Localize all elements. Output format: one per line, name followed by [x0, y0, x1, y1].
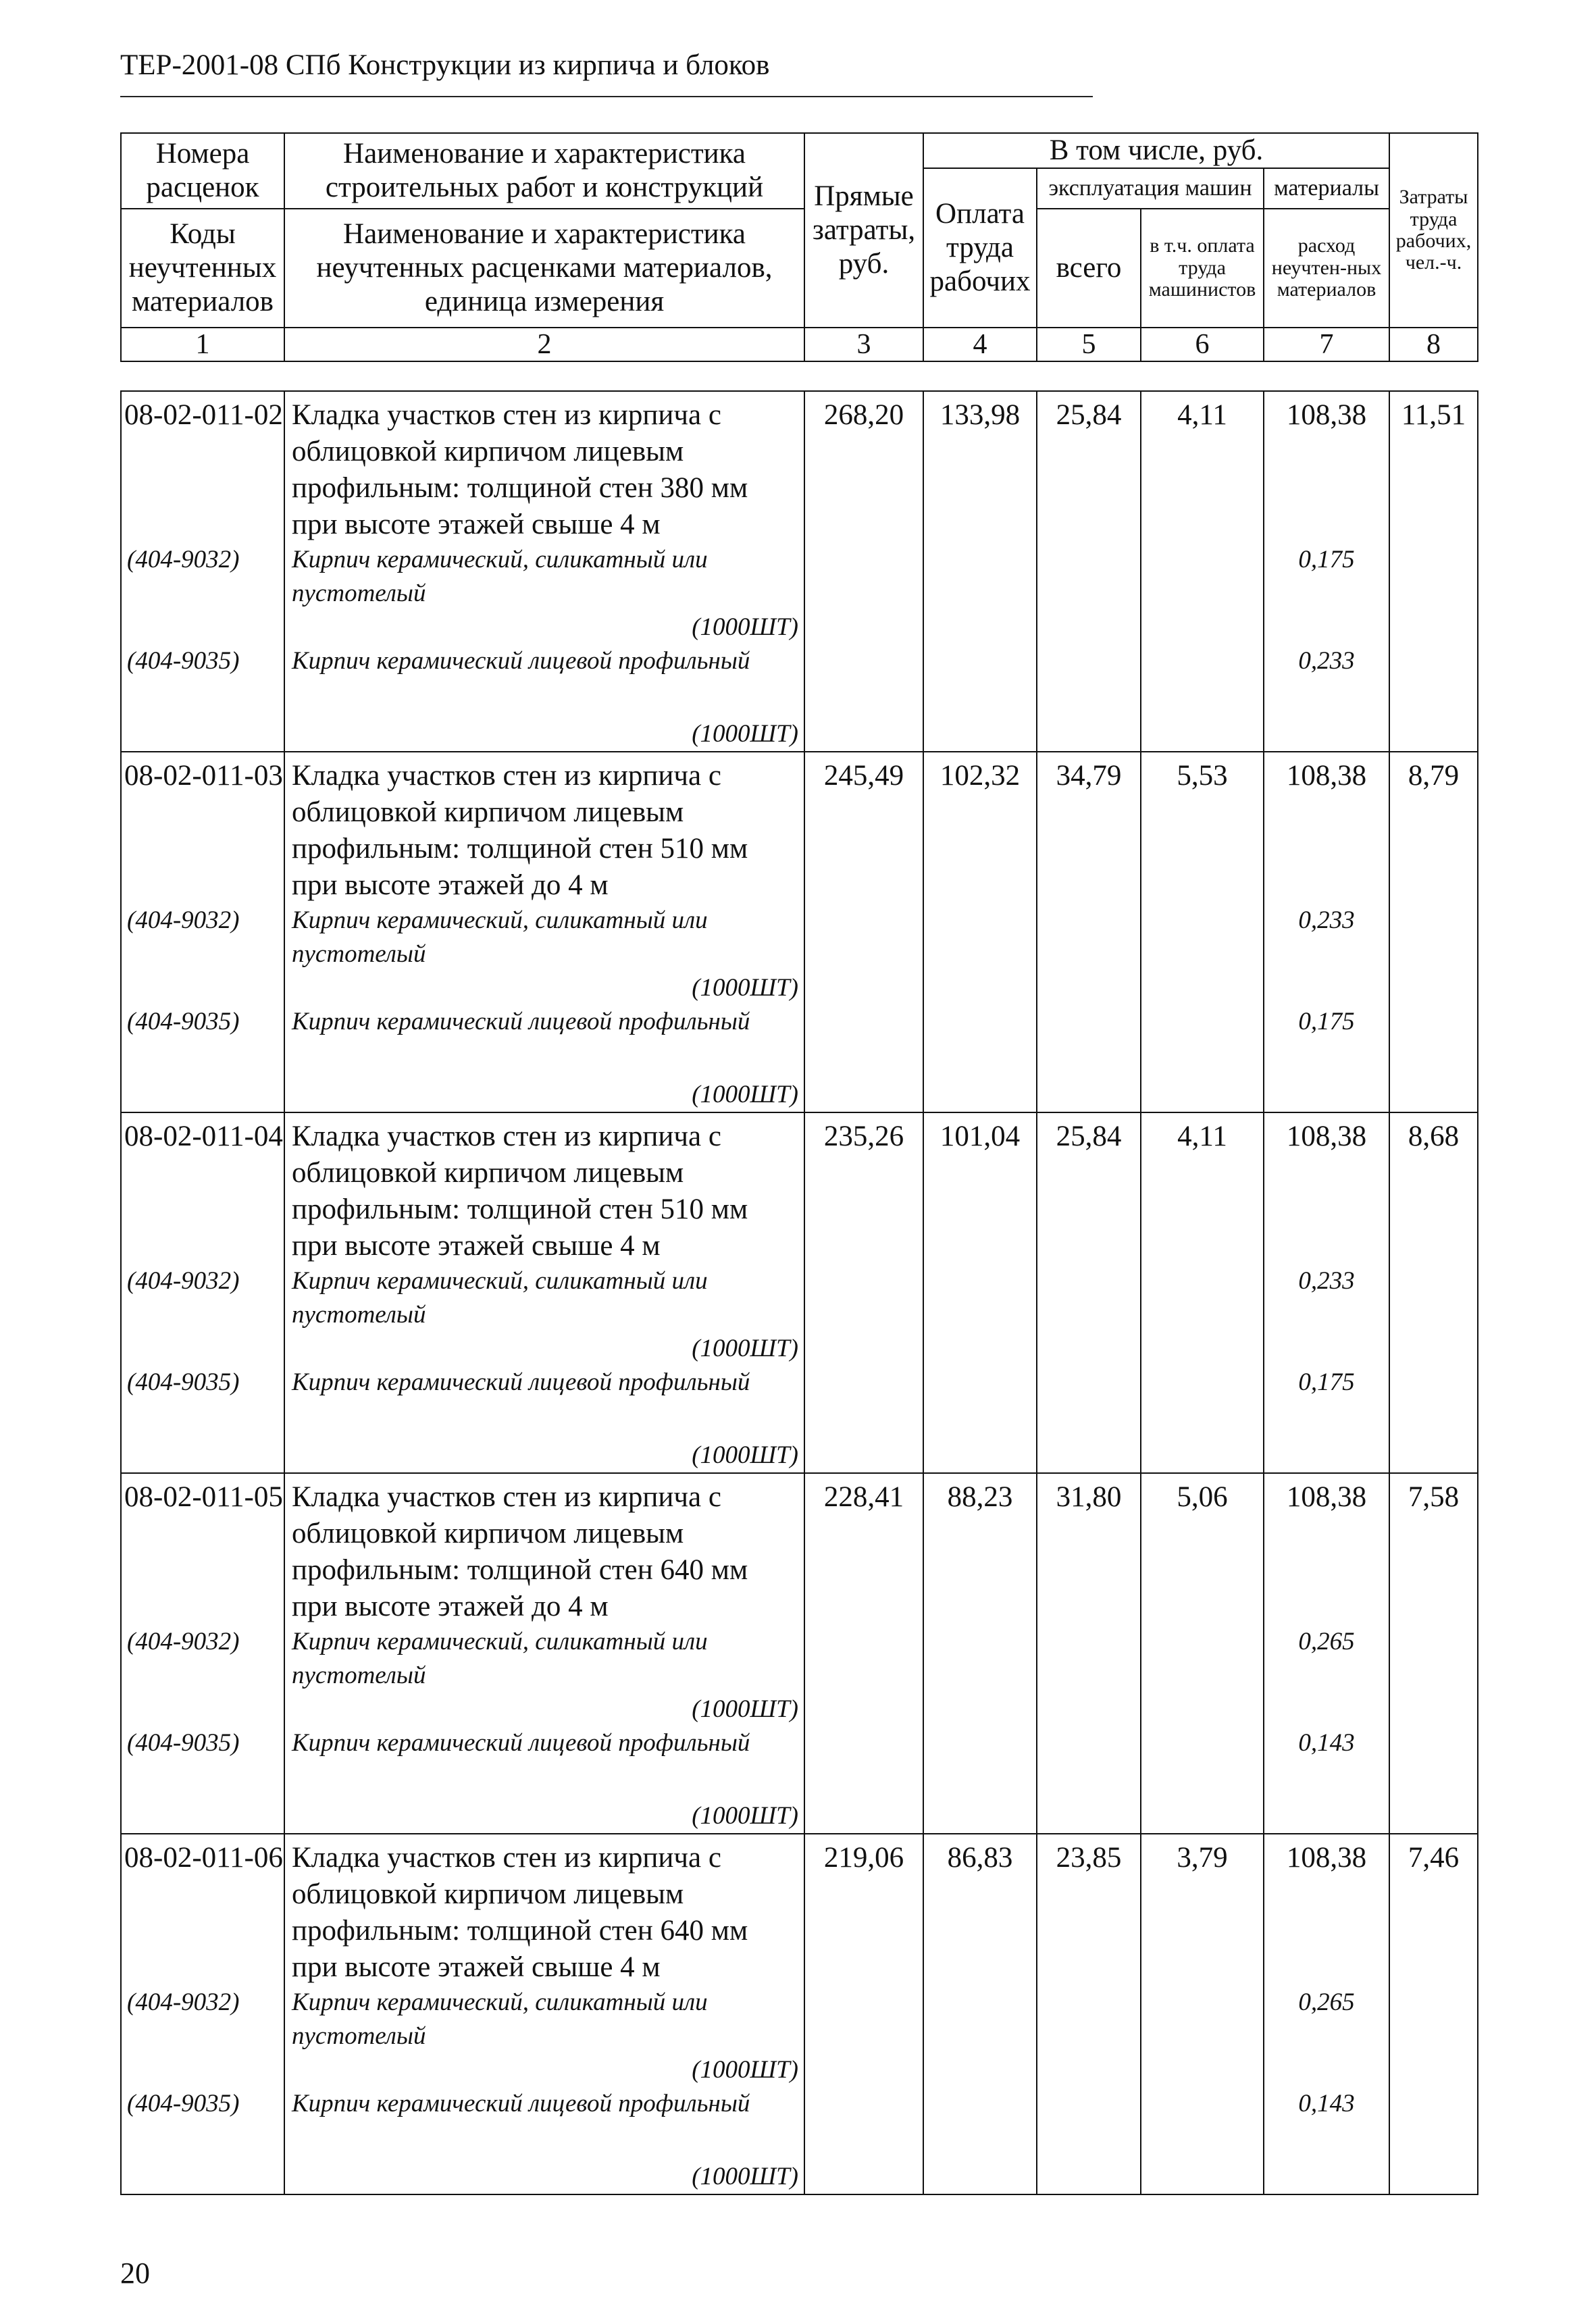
material-name: Кирпич керамический, силикатный или пустотелый [284, 1986, 804, 2053]
empty-cell [1037, 543, 1141, 611]
material-row [121, 904, 1478, 971]
material-row [121, 2087, 1478, 2121]
empty-cell [923, 1332, 1037, 1366]
unit-row [121, 971, 1478, 1005]
material-row [121, 1726, 1478, 1760]
material-quantity: 0,233 [1264, 1264, 1389, 1332]
material-code: (404-9035) [121, 1366, 284, 1399]
empty-cell [804, 1005, 923, 1039]
material-code: (404-9032) [121, 1986, 284, 2053]
empty-cell [1037, 678, 1141, 752]
direct-costs-value: 228,41 [804, 1473, 923, 1625]
empty-cell [1389, 1693, 1478, 1726]
header-direct-costs: Прямые затраты, руб. [804, 133, 923, 328]
empty-cell [1141, 1986, 1264, 2053]
material-code: (404-9032) [121, 543, 284, 611]
unit-row [121, 1399, 1478, 1473]
material-row [121, 1625, 1478, 1693]
material-name: Кирпич керамический, силикатный или пустотелый [284, 904, 804, 971]
material-code: (404-9035) [121, 2087, 284, 2121]
empty-cell [1389, 543, 1478, 611]
header-materials: материалы [1264, 168, 1389, 209]
header-labor-hours: Затраты труда рабочих, чел.-ч. [1389, 133, 1478, 328]
empty-cell [1141, 2053, 1264, 2087]
empty-cell [1141, 2087, 1264, 2121]
unit-row [121, 1760, 1478, 1834]
empty-cell [923, 1039, 1037, 1112]
empty-cell [1389, 1726, 1478, 1760]
page-number: 20 [120, 2257, 150, 2290]
header-unaccounted-codes: Коды неучтенных материалов [121, 209, 284, 328]
unit-row [121, 2121, 1478, 2194]
rate-row [121, 752, 1478, 904]
empty-cell [1389, 904, 1478, 971]
empty-cell [1389, 1005, 1478, 1039]
empty-cell [804, 904, 923, 971]
empty-cell [1037, 2087, 1141, 2121]
empty-cell [804, 543, 923, 611]
column-number: 4 [923, 328, 1037, 361]
unit-row [121, 611, 1478, 644]
unit-row [121, 1332, 1478, 1366]
worker-pay-value: 88,23 [923, 1473, 1037, 1625]
material-quantity: 0,265 [1264, 1986, 1389, 2053]
material-row [121, 1366, 1478, 1399]
empty-cell [121, 971, 284, 1005]
material-unit: (1000ШТ) [284, 1332, 804, 1366]
material-code: (404-9032) [121, 1264, 284, 1332]
rate-code: 08-02-011-03 [121, 752, 284, 904]
unit-row [121, 678, 1478, 752]
material-quantity: 0,175 [1264, 1366, 1389, 1399]
empty-cell [1389, 678, 1478, 752]
empty-cell [1389, 1039, 1478, 1112]
empty-cell [1037, 1366, 1141, 1399]
empty-cell [1389, 1625, 1478, 1693]
title-divider [120, 96, 1093, 97]
materials-value: 108,38 [1264, 1112, 1389, 1264]
empty-cell [1037, 1986, 1141, 2053]
column-number: 1 [121, 328, 284, 361]
empty-cell [1141, 1005, 1264, 1039]
unit-row [121, 1693, 1478, 1726]
empty-cell [1037, 904, 1141, 971]
machines-total-value: 34,79 [1037, 752, 1141, 904]
material-quantity: 0,143 [1264, 1726, 1389, 1760]
empty-cell [1264, 1399, 1389, 1473]
material-name: Кирпич керамический лицевой профильный [284, 644, 804, 678]
empty-cell [1037, 2053, 1141, 2087]
column-number: 3 [804, 328, 923, 361]
empty-cell [1141, 1625, 1264, 1693]
material-code: (404-9032) [121, 904, 284, 971]
empty-cell [1389, 644, 1478, 678]
empty-cell [1037, 1039, 1141, 1112]
empty-cell [1389, 1332, 1478, 1366]
material-unit: (1000ШТ) [284, 1693, 804, 1726]
machinists-pay-value: 5,53 [1141, 752, 1264, 904]
empty-cell [1264, 2053, 1389, 2087]
document-title: ТЕР-2001-08 СПб Конструкции из кирпича и блоков [120, 49, 770, 81]
rates-body [121, 391, 1478, 2194]
empty-cell [804, 1039, 923, 1112]
material-name: Кирпич керамический лицевой профильный [284, 2087, 804, 2121]
rate-code: 08-02-011-04 [121, 1112, 284, 1264]
direct-costs-value: 219,06 [804, 1834, 923, 1986]
empty-cell [121, 1039, 284, 1112]
empty-cell [1141, 1693, 1264, 1726]
empty-cell [121, 1399, 284, 1473]
header-rate-numbers: Номера расценок [121, 133, 284, 209]
materials-value: 108,38 [1264, 1834, 1389, 1986]
material-row [121, 1264, 1478, 1332]
materials-value: 108,38 [1264, 752, 1389, 904]
empty-cell [1264, 1039, 1389, 1112]
empty-cell [804, 2053, 923, 2087]
empty-cell [923, 1399, 1037, 1473]
empty-cell [804, 1332, 923, 1366]
empty-cell [804, 1625, 923, 1693]
column-number: 8 [1389, 328, 1478, 361]
empty-cell [1037, 1726, 1141, 1760]
empty-cell [1264, 1693, 1389, 1726]
empty-cell [121, 2121, 284, 2194]
empty-cell [923, 1986, 1037, 2053]
rate-code: 08-02-011-02 [121, 391, 284, 543]
header-machine-operation: эксплуатация машин [1037, 168, 1264, 209]
empty-cell [923, 644, 1037, 678]
empty-cell [1389, 611, 1478, 644]
empty-cell [121, 678, 284, 752]
empty-cell [1264, 1760, 1389, 1834]
worker-pay-value: 133,98 [923, 391, 1037, 543]
empty-cell [1037, 611, 1141, 644]
material-quantity: 0,143 [1264, 2087, 1389, 2121]
rate-row [121, 1834, 1478, 1986]
materials-value: 108,38 [1264, 1473, 1389, 1625]
empty-cell [1141, 1039, 1264, 1112]
material-row [121, 644, 1478, 678]
empty-cell [1141, 904, 1264, 971]
material-unit: (1000ШТ) [284, 1399, 804, 1473]
empty-cell [121, 1332, 284, 1366]
machinists-pay-value: 4,11 [1141, 1112, 1264, 1264]
empty-cell [1037, 1264, 1141, 1332]
empty-cell [804, 611, 923, 644]
empty-cell [1389, 2087, 1478, 2121]
material-quantity: 0,175 [1264, 543, 1389, 611]
empty-cell [1141, 1366, 1264, 1399]
empty-cell [923, 1366, 1037, 1399]
unit-row [121, 2053, 1478, 2087]
empty-cell [923, 1005, 1037, 1039]
material-name: Кирпич керамический, силикатный или пустотелый [284, 1625, 804, 1693]
labor-hours-value: 11,51 [1389, 391, 1478, 543]
rate-description: Кладка участков стен из кирпича с облицовкой кирпичом лицевым профильным: толщиной стен 510 мм при высоте этажей свыше 4 м [284, 1112, 804, 1264]
empty-cell [804, 678, 923, 752]
rates-table [120, 390, 1478, 2195]
machines-total-value: 31,80 [1037, 1473, 1141, 1625]
empty-cell [1264, 971, 1389, 1005]
empty-cell [923, 1760, 1037, 1834]
material-unit: (1000ШТ) [284, 1760, 804, 1834]
material-code: (404-9035) [121, 1726, 284, 1760]
material-code: (404-9035) [121, 644, 284, 678]
header-machinists-pay: в т.ч. оплата труда машинистов [1141, 209, 1264, 328]
empty-cell [1037, 1625, 1141, 1693]
empty-cell [1389, 1986, 1478, 2053]
empty-cell [923, 611, 1037, 644]
header-including: В том числе, руб. [923, 133, 1389, 168]
material-name: Кирпич керамический лицевой профильный [284, 1366, 804, 1399]
empty-cell [1264, 678, 1389, 752]
material-quantity: 0,265 [1264, 1625, 1389, 1693]
empty-cell [804, 644, 923, 678]
labor-hours-value: 7,46 [1389, 1834, 1478, 1986]
empty-cell [923, 678, 1037, 752]
empty-cell [1037, 1332, 1141, 1366]
empty-cell [1141, 611, 1264, 644]
unit-row [121, 1039, 1478, 1112]
empty-cell [923, 1726, 1037, 1760]
empty-cell [804, 1399, 923, 1473]
empty-cell [804, 1760, 923, 1834]
empty-cell [804, 2087, 923, 2121]
empty-cell [923, 1625, 1037, 1693]
empty-cell [1389, 1399, 1478, 1473]
header-worker-pay: Оплата труда рабочих [923, 168, 1037, 328]
column-number: 2 [284, 328, 804, 361]
empty-cell [1037, 1693, 1141, 1726]
worker-pay-value: 86,83 [923, 1834, 1037, 1986]
empty-cell [1141, 1760, 1264, 1834]
empty-cell [804, 1264, 923, 1332]
empty-cell [1389, 971, 1478, 1005]
empty-cell [1037, 1005, 1141, 1039]
empty-cell [121, 611, 284, 644]
material-unit: (1000ШТ) [284, 2121, 804, 2194]
material-name: Кирпич керамический, силикатный или пустотелый [284, 543, 804, 611]
empty-cell [1389, 1366, 1478, 1399]
empty-cell [1037, 971, 1141, 1005]
empty-cell [1264, 1332, 1389, 1366]
material-unit: (1000ШТ) [284, 2053, 804, 2087]
machines-total-value: 23,85 [1037, 1834, 1141, 1986]
rate-code: 08-02-011-05 [121, 1473, 284, 1625]
column-number: 7 [1264, 328, 1389, 361]
rate-row [121, 1112, 1478, 1264]
header-machines-total: всего [1037, 209, 1141, 328]
empty-cell [1037, 1399, 1141, 1473]
material-unit: (1000ШТ) [284, 1039, 804, 1112]
material-name: Кирпич керамический, силикатный или пустотелый [284, 1264, 804, 1332]
empty-cell [1389, 1264, 1478, 1332]
labor-hours-value: 8,79 [1389, 752, 1478, 904]
material-quantity: 0,175 [1264, 1005, 1389, 1039]
empty-cell [121, 1760, 284, 1834]
material-quantity: 0,233 [1264, 904, 1389, 971]
empty-cell [923, 904, 1037, 971]
empty-cell [1037, 2121, 1141, 2194]
header-table [120, 132, 1478, 362]
material-quantity: 0,233 [1264, 644, 1389, 678]
empty-cell [923, 971, 1037, 1005]
material-name: Кирпич керамический лицевой профильный [284, 1005, 804, 1039]
worker-pay-value: 102,32 [923, 752, 1037, 904]
empty-cell [121, 1693, 284, 1726]
empty-cell [1141, 1399, 1264, 1473]
empty-cell [1141, 678, 1264, 752]
empty-cell [923, 1693, 1037, 1726]
column-number: 5 [1037, 328, 1141, 361]
empty-cell [804, 1693, 923, 1726]
rate-row [121, 1473, 1478, 1625]
empty-cell [1141, 644, 1264, 678]
materials-value: 108,38 [1264, 391, 1389, 543]
empty-cell [1037, 1760, 1141, 1834]
empty-cell [804, 1366, 923, 1399]
empty-cell [121, 2053, 284, 2087]
empty-cell [923, 2053, 1037, 2087]
empty-cell [1264, 2121, 1389, 2194]
rate-description: Кладка участков стен из кирпича с облицовкой кирпичом лицевым профильным: толщиной стен 510 мм при высоте этажей до 4 м [284, 752, 804, 904]
header-material-consumption: расход неучтен-ных материалов [1264, 209, 1389, 328]
labor-hours-value: 8,68 [1389, 1112, 1478, 1264]
empty-cell [804, 1726, 923, 1760]
empty-cell [1389, 1760, 1478, 1834]
material-code: (404-9035) [121, 1005, 284, 1039]
rate-description: Кладка участков стен из кирпича с облицовкой кирпичом лицевым профильным: толщиной стен 380 мм при высоте этажей свыше 4 м [284, 391, 804, 543]
rate-code: 08-02-011-06 [121, 1834, 284, 1986]
direct-costs-value: 245,49 [804, 752, 923, 904]
material-unit: (1000ШТ) [284, 678, 804, 752]
empty-cell [923, 1264, 1037, 1332]
empty-cell [923, 543, 1037, 611]
rate-description: Кладка участков стен из кирпича с облицовкой кирпичом лицевым профильным: толщиной стен 640 мм при высоте этажей свыше 4 м [284, 1834, 804, 1986]
empty-cell [923, 2121, 1037, 2194]
empty-cell [1141, 543, 1264, 611]
rate-row [121, 391, 1478, 543]
empty-cell [804, 1986, 923, 2053]
empty-cell [804, 2121, 923, 2194]
material-row [121, 1005, 1478, 1039]
worker-pay-value: 101,04 [923, 1112, 1037, 1264]
header-unaccounted-materials: Наименование и характеристика неучтенных расценками материалов, единица измерения [284, 209, 804, 328]
machines-total-value: 25,84 [1037, 1112, 1141, 1264]
material-row [121, 543, 1478, 611]
material-name: Кирпич керамический лицевой профильный [284, 1726, 804, 1760]
empty-cell [1141, 2121, 1264, 2194]
rate-description: Кладка участков стен из кирпича с облицовкой кирпичом лицевым профильным: толщиной стен 640 мм при высоте этажей до 4 м [284, 1473, 804, 1625]
material-unit: (1000ШТ) [284, 971, 804, 1005]
material-unit: (1000ШТ) [284, 611, 804, 644]
empty-cell [1141, 1332, 1264, 1366]
empty-cell [1389, 2121, 1478, 2194]
direct-costs-value: 268,20 [804, 391, 923, 543]
machines-total-value: 25,84 [1037, 391, 1141, 543]
empty-cell [1141, 1726, 1264, 1760]
empty-cell [804, 971, 923, 1005]
empty-cell [1141, 971, 1264, 1005]
column-number: 6 [1141, 328, 1264, 361]
header-work-name: Наименование и характеристика строительных работ и конструкций [284, 133, 804, 209]
empty-cell [923, 2087, 1037, 2121]
machinists-pay-value: 3,79 [1141, 1834, 1264, 1986]
empty-cell [1037, 644, 1141, 678]
material-row [121, 1986, 1478, 2053]
material-code: (404-9032) [121, 1625, 284, 1693]
machinists-pay-value: 5,06 [1141, 1473, 1264, 1625]
direct-costs-value: 235,26 [804, 1112, 923, 1264]
empty-cell [1389, 2053, 1478, 2087]
labor-hours-value: 7,58 [1389, 1473, 1478, 1625]
empty-cell [1264, 611, 1389, 644]
empty-cell [1141, 1264, 1264, 1332]
machinists-pay-value: 4,11 [1141, 391, 1264, 543]
